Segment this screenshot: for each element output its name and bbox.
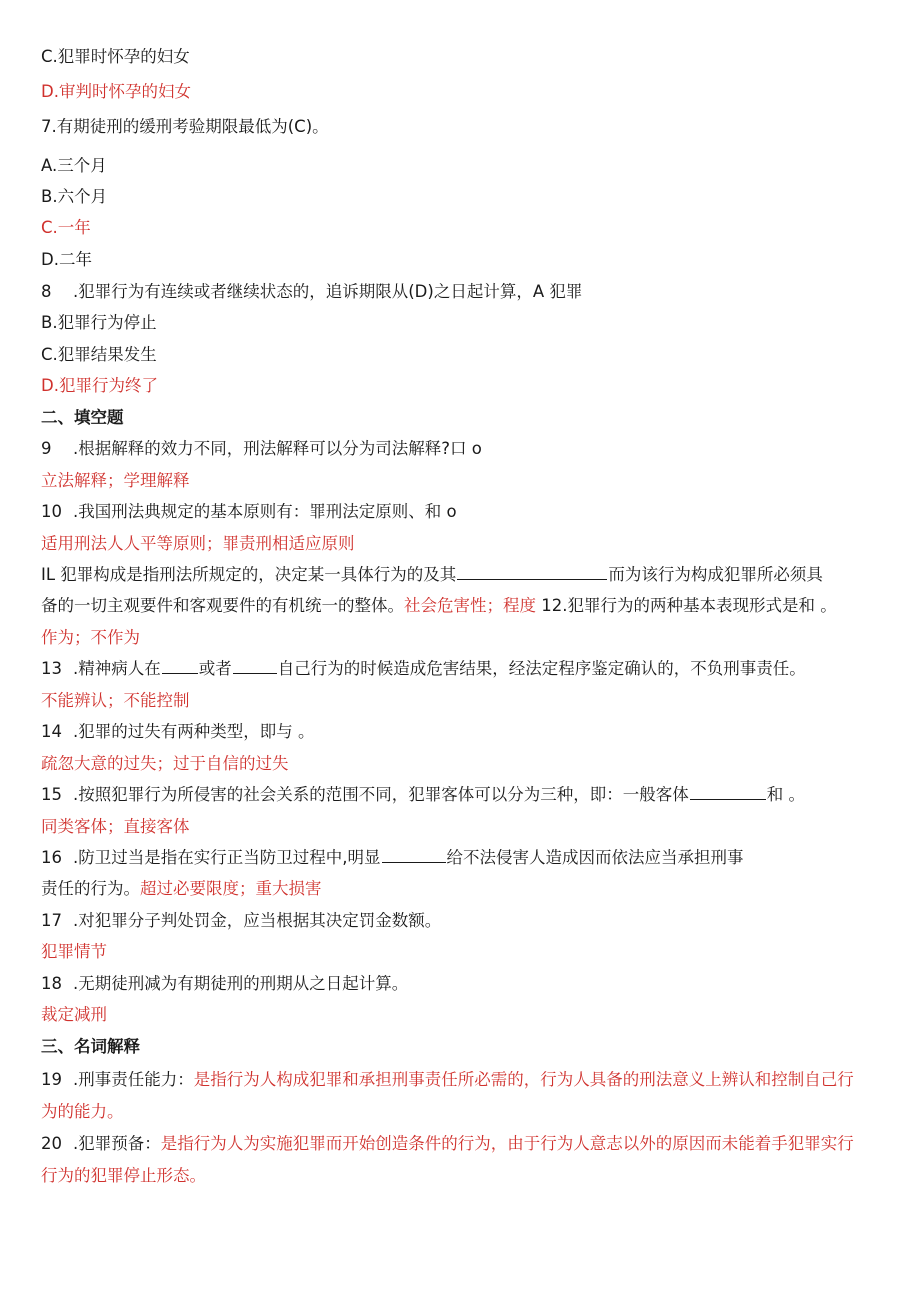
question-14: [41, 721, 315, 743]
question-text: .我国刑法典规定的基本原则有：罪刑法定原则、和 o: [73, 502, 457, 521]
question-13: [41, 658, 806, 680]
question-number: 19: [41, 1070, 62, 1089]
question-number: 9: [41, 439, 52, 458]
question-text: .根据解释的效力不同，刑法解释可以分为司法解释?口 o: [73, 439, 482, 458]
question-15: [41, 784, 805, 806]
question-18: [41, 973, 408, 995]
q12-answer: 作为；不作为: [41, 628, 140, 647]
question-text: .犯罪行为有连续或者继续状态的，追诉期限从(D)之日起计算，A 犯罪: [73, 282, 583, 301]
question-text: IL 犯罪构成是指刑法所规定的，决定某一具体行为的及其: [41, 565, 457, 584]
q8-option-d-answer: D.犯罪行为终了: [41, 376, 158, 395]
question-17: [41, 910, 441, 932]
question-11-line-2: [41, 595, 837, 617]
question-number: 16: [41, 848, 62, 867]
q17-answer: 犯罪情节: [41, 942, 107, 961]
question-text: 和 。: [766, 785, 805, 804]
question-number: 10: [41, 502, 62, 521]
q18-answer: 裁定减刑: [41, 1005, 107, 1024]
q19-definition: 是指行为人构成犯罪和承担刑事责任所必需的，行为人具备的刑法意义上辨认和控制自己行: [193, 1070, 854, 1089]
question-text: 自己行为的时候造成危害结果，经法定程序鉴定确认的，不负刑事责任。: [277, 659, 806, 678]
question-11-line-1: [41, 564, 823, 586]
question-text: .犯罪的过失有两种类型，即与 。: [73, 722, 315, 741]
q16-answer: 超过必要限度；重大损害: [140, 879, 322, 898]
q15-answer: 同类客体；直接客体: [41, 817, 190, 836]
question-text: 备的一切主观要件和客观要件的有机统一的整体。: [41, 596, 404, 615]
q20-definition: 是指行为人为实施犯罪而开始创造条件的行为，由于行为人意志以外的原因而未能着手犯罪实行: [160, 1134, 854, 1153]
q11-answer: 社会危害性；程度: [404, 596, 536, 615]
question-10: [41, 501, 457, 523]
section-heading-term-explanation: 三、名词解释: [41, 1037, 140, 1056]
question-text: .防卫过当是指在实行正当防卫过程中,明显: [73, 848, 381, 867]
answer-blank: [382, 848, 446, 863]
question-number: 20: [41, 1134, 62, 1153]
question-number: 13: [41, 659, 62, 678]
q7-option-b: B.六个月: [41, 187, 108, 206]
question-text: 或者: [198, 659, 232, 678]
question-7: 7.有期徒刑的缓刑考验期限最低为(C)。: [41, 117, 329, 136]
option-c-line: C.犯罪时怀孕的妇女: [41, 47, 190, 66]
answer-blank: [457, 565, 607, 580]
question-8: [41, 281, 582, 303]
q13-answer: 不能辨认；不能控制: [41, 691, 190, 710]
q20-definition-cont: 行为的犯罪停止形态。: [41, 1166, 206, 1185]
question-text: .对犯罪分子判处罚金，应当根据其决定罚金数额。: [73, 911, 442, 930]
question-12: 12.犯罪行为的两种基本表现形式是和 。: [536, 596, 837, 615]
question-16-line-1: [41, 847, 744, 869]
answer-blank: [162, 659, 198, 674]
section-heading-fill-in: 二、填空题: [41, 408, 124, 427]
q19-definition-cont: 为的能力。: [41, 1102, 124, 1121]
term: .犯罪预备：: [73, 1134, 161, 1153]
q7-option-c-answer: C.一年: [41, 218, 91, 237]
question-text: 而为该行为构成犯罪所必须具: [608, 565, 823, 584]
question-text: .按照犯罪行为所侵害的社会关系的范围不同，犯罪客体可以分为三种，即：一般客体: [73, 785, 689, 804]
question-text: .精神病人在: [73, 659, 161, 678]
question-number: 15: [41, 785, 62, 804]
question-text: 给不法侵害人造成因而依法应当承担刑事: [446, 848, 744, 867]
question-number: 14: [41, 722, 62, 741]
q7-option-a: A.三个月: [41, 156, 107, 175]
question-number: 8: [41, 282, 52, 301]
question-number: 18: [41, 974, 62, 993]
option-d-answer-line: D.审判时怀孕的妇女: [41, 82, 191, 101]
question-number: 17: [41, 911, 62, 930]
q9-answer: 立法解释；学理解释: [41, 471, 190, 490]
q14-answer: 疏忽大意的过失；过于自信的过失: [41, 754, 289, 773]
q8-option-b: B.犯罪行为停止: [41, 313, 157, 332]
answer-blank: [690, 785, 766, 800]
question-19-line-1: [41, 1069, 854, 1091]
question-text: 责任的行为。: [41, 879, 140, 898]
question-text: .无期徒刑减为有期徒刑的刑期从之日起计算。: [73, 974, 409, 993]
q10-answer: 适用刑法人人平等原则；罪责刑相适应原则: [41, 534, 355, 553]
question-20-line-1: [41, 1133, 854, 1155]
q7-option-d: D.二年: [41, 250, 92, 269]
answer-blank: [233, 659, 277, 674]
question-16-line-2: [41, 878, 322, 900]
question-9: [41, 438, 482, 460]
q8-option-c: C.犯罪结果发生: [41, 345, 157, 364]
term: .刑事责任能力：: [73, 1070, 194, 1089]
